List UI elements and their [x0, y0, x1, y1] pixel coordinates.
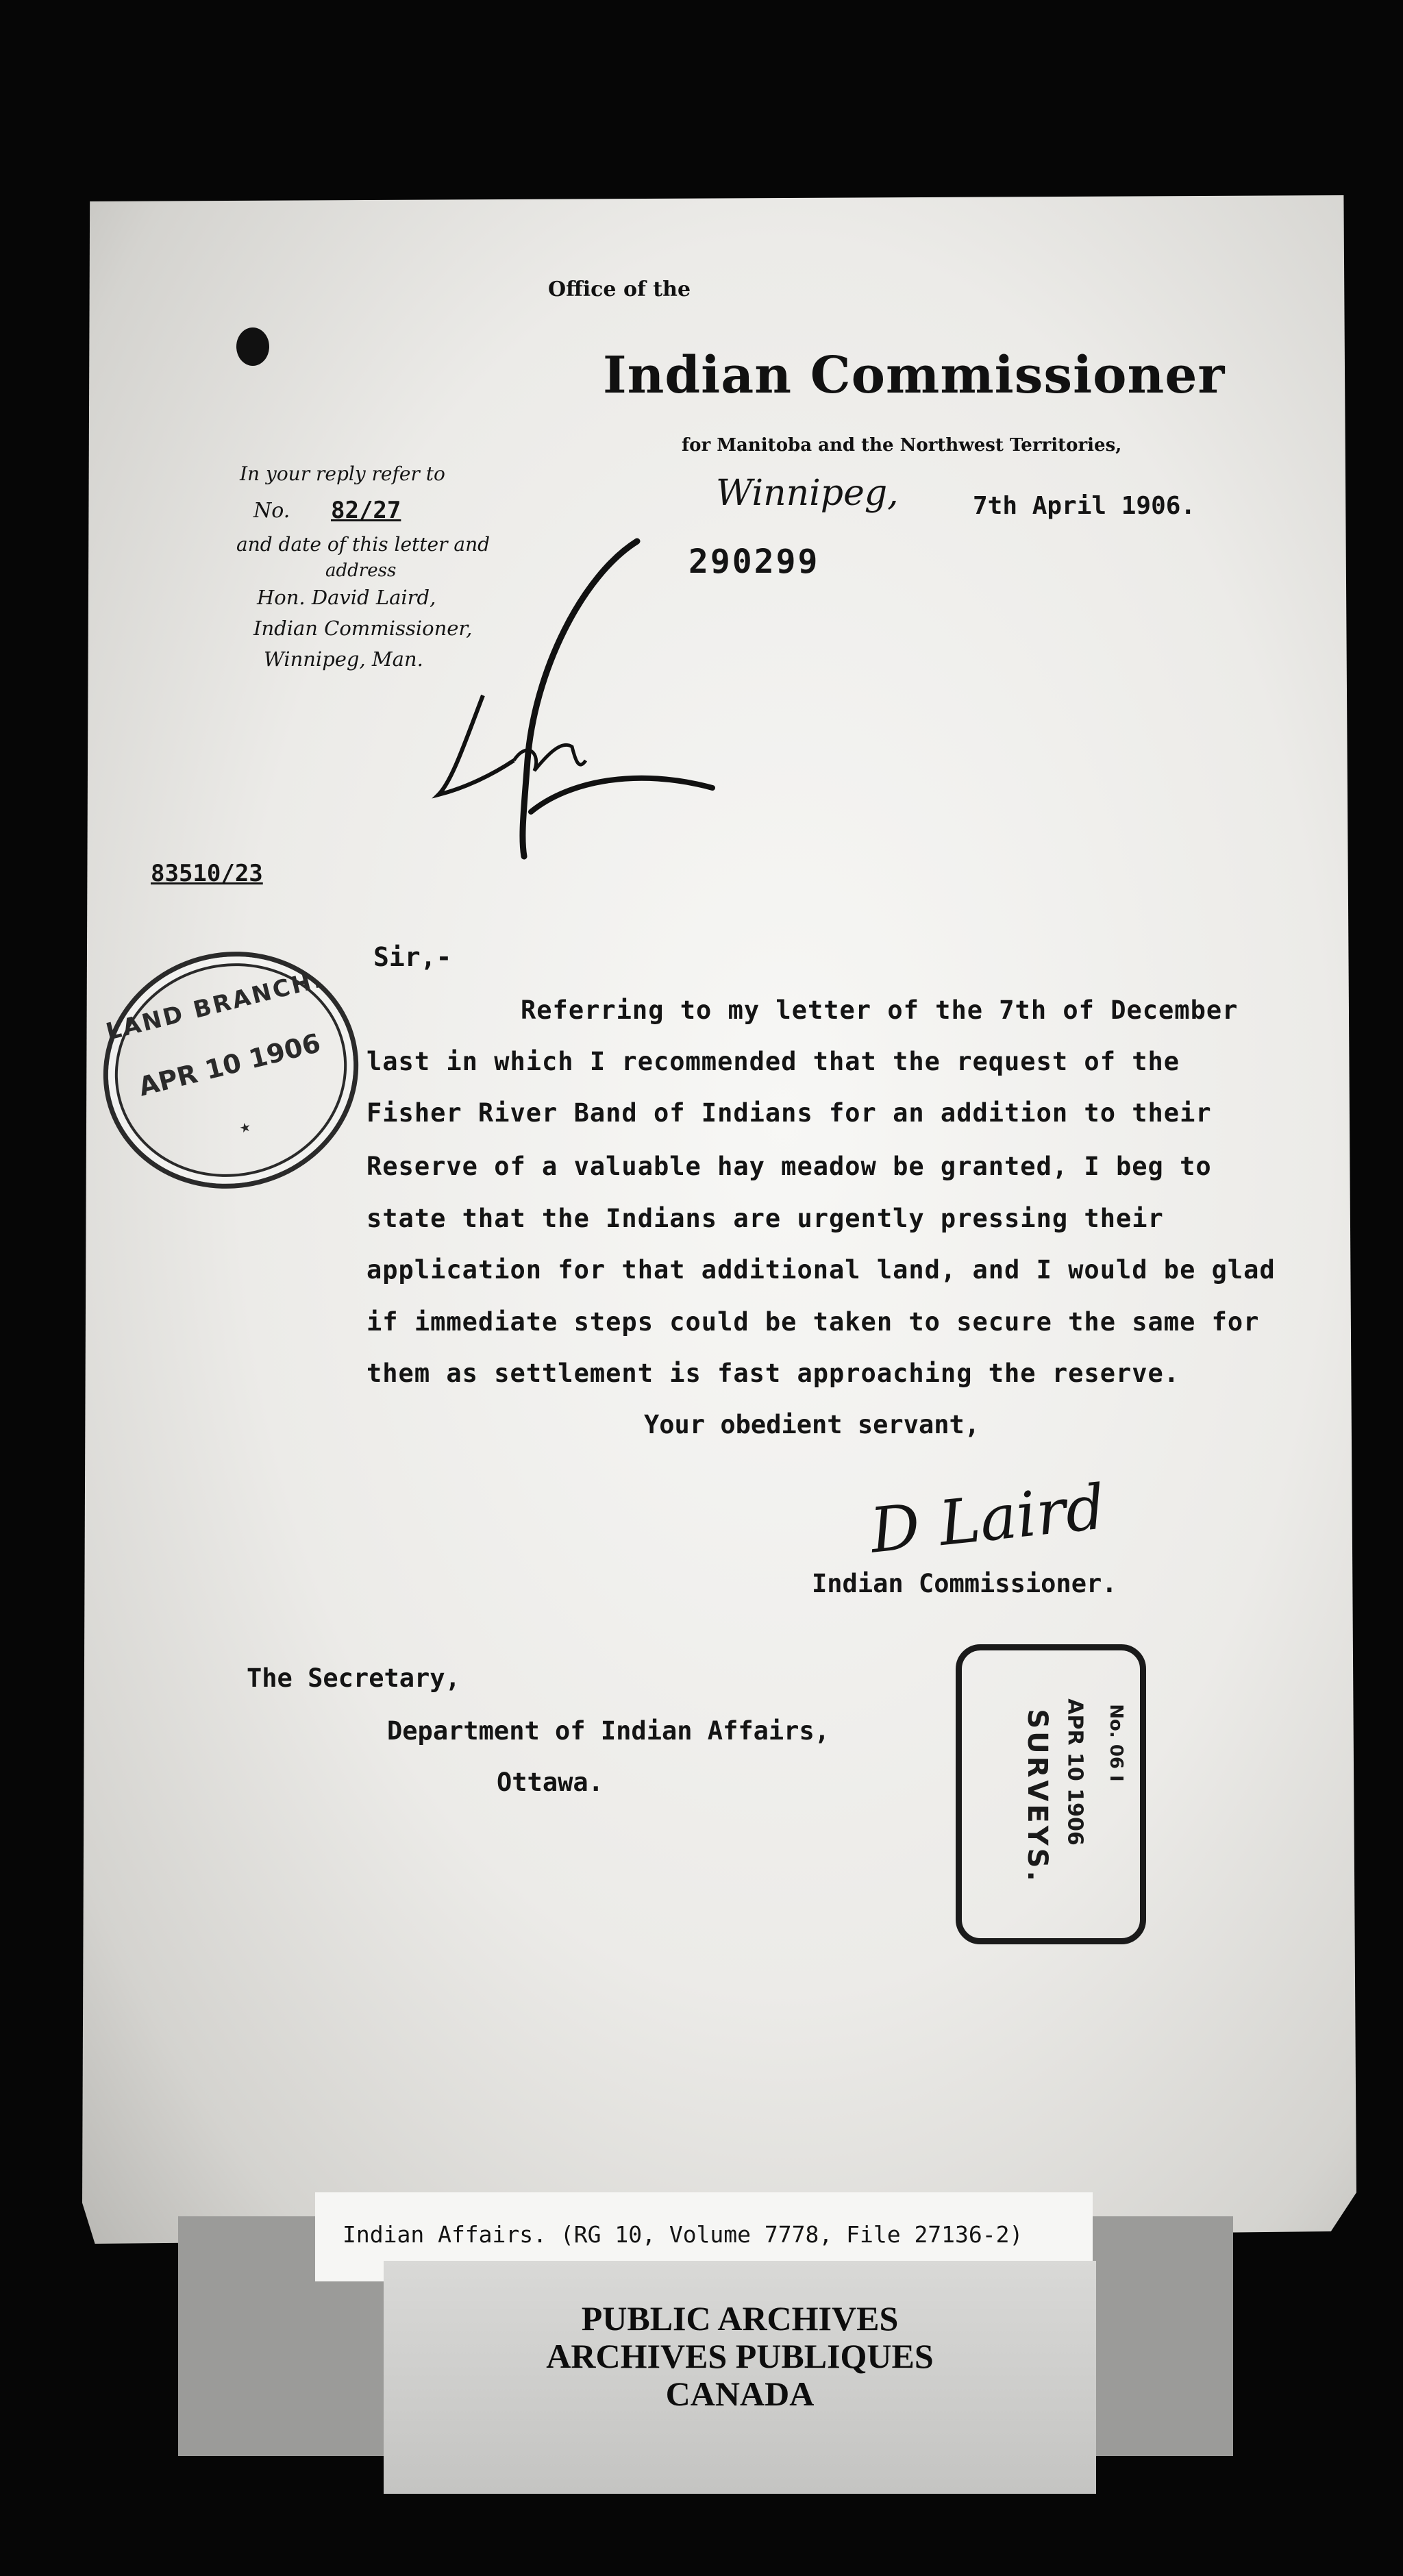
ink-blot: [236, 327, 269, 366]
signature: D Laird: [867, 1471, 1109, 1568]
margin-initials-handwriting: [411, 534, 733, 870]
letter-date: 7th April 1906.: [973, 492, 1196, 520]
reply-line-3: and date of this letter and: [236, 533, 491, 556]
addressee-line-2: Department of Indian Affairs,: [387, 1716, 830, 1746]
body-line-6: application for that additional land, and I would be glad: [367, 1255, 1276, 1285]
surveys-stamp: [956, 1644, 1146, 1944]
star-icon: ★: [237, 1115, 253, 1138]
surveys-stamp-date: APR 10 1906: [1063, 1698, 1087, 1846]
surveys-stamp-number: No. 06 I: [1106, 1704, 1126, 1782]
letterhead-region: for Manitoba and the Northwest Territories,: [682, 435, 1122, 456]
body-line-3: Fisher River Band of Indians for an addition to their: [367, 1098, 1212, 1128]
letterhead-office-of: Office of the: [548, 277, 691, 301]
signature-title: Indian Commissioner.: [812, 1569, 1117, 1598]
reply-no-value: 82/27: [331, 497, 401, 524]
public-archives-line-1: PUBLIC ARCHIVES: [581, 2299, 899, 2338]
salutation: Sir,-: [373, 942, 452, 972]
public-archives-line-2: ARCHIVES PUBLIQUES: [546, 2337, 934, 2375]
reply-line-5: Hon. David Laird,: [257, 586, 436, 609]
reply-line-7: Winnipeg, Man.: [264, 647, 423, 671]
reply-line-6: Indian Commissioner,: [253, 617, 473, 640]
surveys-stamp-text: SURVEYS.: [1021, 1709, 1053, 1884]
body-line-5: state that the Indians are urgently pressing their: [367, 1204, 1164, 1233]
body-line-8: them as settlement is fast approaching the reserve.: [367, 1359, 1180, 1388]
letterhead-place: Winnipeg,: [716, 473, 899, 514]
body-line-4: Reserve of a valuable hay meadow be granted, I beg to: [367, 1152, 1212, 1181]
public-archives-line-3: CANADA: [665, 2375, 815, 2413]
addressee-line-1: The Secretary,: [247, 1663, 460, 1693]
archive-label-text: Indian Affairs. (RG 10, Volume 7778, File 27136-2): [343, 2221, 1023, 2248]
reply-line-1: In your reply refer to: [240, 462, 445, 485]
public-archives-stamp: [384, 2261, 1096, 2494]
body-line-2: last in which I recommended that the request of the: [367, 1047, 1180, 1076]
closing: Your obedient servant,: [644, 1410, 980, 1439]
body-line-1: Referring to my letter of the 7th of December: [521, 995, 1239, 1025]
letterhead-title: Indian Commissioner: [603, 346, 1226, 405]
file-number: 290299: [688, 543, 820, 581]
land-branch-stamp-date: APR 10 1906: [135, 1028, 324, 1102]
reply-line-4: address: [325, 560, 397, 581]
addressee-line-3: Ottawa.: [497, 1768, 604, 1797]
land-branch-stamp-title: LAND BRANCH.: [103, 965, 327, 1046]
file-reference: 83510/23: [151, 860, 263, 887]
reply-no-label: No.: [253, 499, 290, 523]
body-line-7: if immediate steps could be taken to secure the same for: [367, 1307, 1260, 1337]
